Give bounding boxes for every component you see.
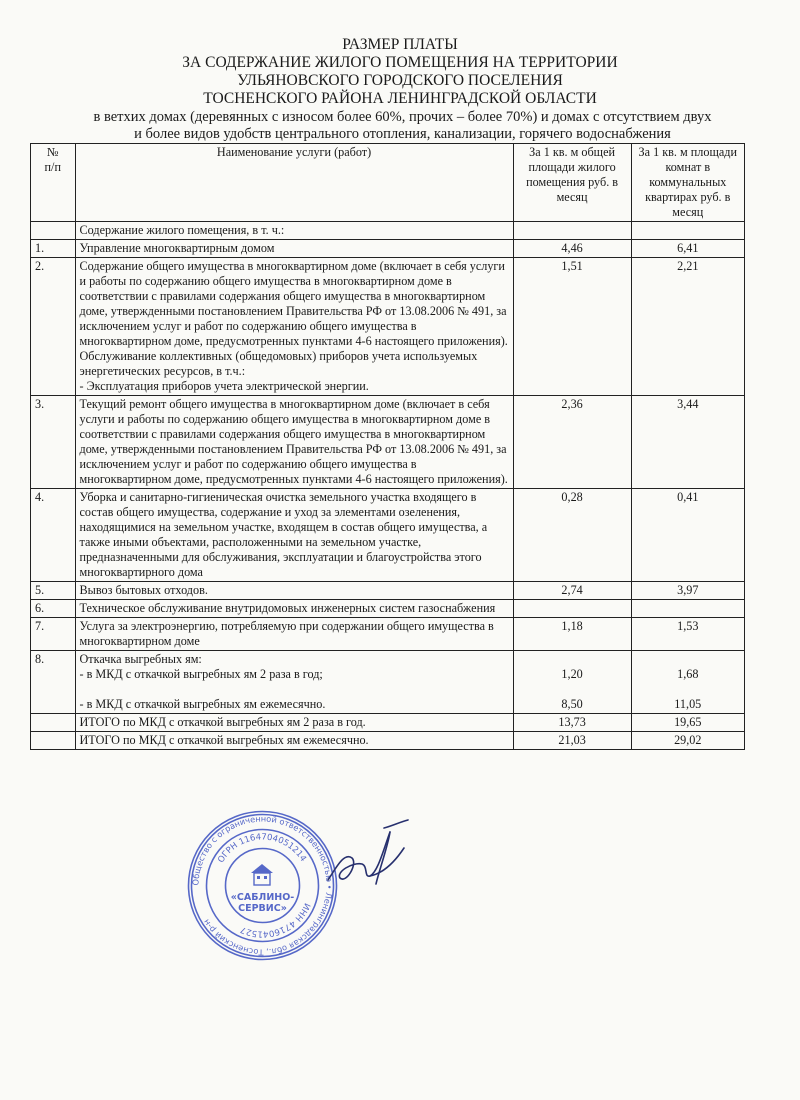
- row-num: 4.: [31, 489, 76, 582]
- row-num: 6.: [31, 600, 76, 618]
- row-name: Управление многоквартирным домом: [75, 240, 513, 258]
- row-rate-total-area: 1,18: [513, 618, 631, 651]
- table-row: [31, 240, 745, 258]
- doc-subtitle-line1: в ветхих домах (деревянных с износом более 60%, прочих – более 70%) и домах с отсутствием двух: [93, 109, 712, 125]
- header-service-name: Наименование услуги (работ): [75, 144, 513, 222]
- header-num: № п/п: [31, 144, 76, 222]
- table-header-row: [31, 144, 745, 222]
- row-name: Откачка выгребных ям: - в МКД с откачкой выгребных ям 2 раза в год; - в МКД с откачкой выгребных ям ежемесячно.: [75, 651, 513, 714]
- row-name: Техническое обслуживание внутридомовых инженерных систем газоснабжения: [75, 600, 513, 618]
- total-label: ИТОГО по МКД с откачкой выгребных ям ежемесячно.: [75, 732, 513, 750]
- doc-title-line3: УЛЬЯНОВСКОГО ГОРОДСКОГО ПОСЕЛЕНИЯ: [237, 72, 563, 89]
- doc-title-line2: ЗА СОДЕРЖАНИЕ ЖИЛОГО ПОМЕЩЕНИЯ НА ТЕРРИТОРИИ: [182, 54, 618, 71]
- total-rate-total-area: 21,03: [513, 732, 631, 750]
- total-label: ИТОГО по МКД с откачкой выгребных ям 2 раза в год.: [75, 714, 513, 732]
- doc-subtitle-line2: и более видов удобств центрального отопления, канализации, горячего водоснабжения: [134, 126, 671, 142]
- total-row: [31, 714, 745, 732]
- row-rate-communal: 0,41: [631, 489, 744, 582]
- company-stamp: [185, 808, 340, 963]
- stamp-inn: ИНН 4716041527: [239, 901, 312, 939]
- total-rate-communal: 29,02: [631, 732, 744, 750]
- row-rate-communal: 2,21: [631, 258, 744, 396]
- row-rate-total-area: 2,74: [513, 582, 631, 600]
- row-name: Уборка и санитарно-гигиеническая очистка земельного участка входящего в состав общего имущества, содержание и уход за элементами озеленения, находящимися на земельном участке, входящем в состав общего имущества, а также иными объектами, расположенными на земельном участке, предназначенными для обслуживания, эксплуатации и благоустройства этого многоквартирного дома: [75, 489, 513, 582]
- row-rate-communal: 3,97: [631, 582, 744, 600]
- total-rate-communal: 19,65: [631, 714, 744, 732]
- row-num: 8.: [31, 651, 76, 714]
- doc-title-line4: ТОСНЕНСКОГО РАЙОНА ЛЕНИНГРАДСКОЙ ОБЛАСТИ: [203, 90, 597, 107]
- row-rate-total-area: 0,28: [513, 489, 631, 582]
- row-rate-total-area: 4,46: [513, 240, 631, 258]
- row-rate-total-area: 1,51: [513, 258, 631, 396]
- header-rate-total-area: За 1 кв. м общей площади жилого помещения руб. в месяц: [513, 144, 631, 222]
- row-rate-total-area: 2,36: [513, 396, 631, 489]
- header-rate-communal: За 1 кв. м площади комнат в коммунальных квартирах руб. в месяц: [631, 144, 744, 222]
- row-rate-communal: 6,41: [631, 240, 744, 258]
- table-row: [31, 600, 745, 618]
- stamp-name-line1: «САБЛИНО-: [230, 892, 295, 903]
- signature: [318, 818, 428, 898]
- stamp-house-icon: [251, 864, 273, 885]
- row-rate-communal: 3,44: [631, 396, 744, 489]
- row-name: Услуга за электроэнергию, потребляемую при содержании общего имущества в многоквартирном доме: [75, 618, 513, 651]
- row-num: 3.: [31, 396, 76, 489]
- table-row-cesspool: [31, 651, 745, 714]
- doc-title-line1: РАЗМЕР ПЛАТЫ: [342, 36, 458, 53]
- row-rate-communal: 1,68 11,05: [631, 651, 744, 714]
- stamp-outer-text: Общество с ограниченной ответственностью • Ленинградская обл., Тосненский р-н: [190, 813, 335, 958]
- total-rate-total-area: 13,73: [513, 714, 631, 732]
- table-row: [31, 618, 745, 651]
- stamp-name-line2: СЕРВИС»: [238, 903, 287, 914]
- table-row: [31, 396, 745, 489]
- table-row: [31, 582, 745, 600]
- rates-table: [30, 143, 745, 750]
- row-num: 7.: [31, 618, 76, 651]
- row-rate-total-area: [513, 600, 631, 618]
- table-row: [31, 489, 745, 582]
- row-num: 5.: [31, 582, 76, 600]
- section-title-row: [31, 222, 745, 240]
- row-rate-communal: 1,53: [631, 618, 744, 651]
- row-num: 1.: [31, 240, 76, 258]
- table-row: [31, 258, 745, 396]
- row-rate-total-area: 1,20 8,50: [513, 651, 631, 714]
- total-row: [31, 732, 745, 750]
- row-name: Вывоз бытовых отходов.: [75, 582, 513, 600]
- stamp-ogrn: ОГРН 1164704051214: [216, 832, 308, 865]
- section-title: Содержание жилого помещения, в т. ч.:: [75, 222, 513, 240]
- row-name: Текущий ремонт общего имущества в многоквартирном доме (включает в себя услуги и работы по содержанию общего имущества в многоквартирном доме в соответствии с правилами содержания общего имущества в многоквартирном доме, утвержденными постановлением Правительства РФ от 13.08.2006 № 491, за исключением услуг и работ по содержанию общего имущества в многоквартирном доме, предусмотренных пунктами 4-6 настоящего приложения).: [75, 396, 513, 489]
- row-rate-communal: [631, 600, 744, 618]
- row-num: 2.: [31, 258, 76, 396]
- row-name: Содержание общего имущества в многоквартирном доме (включает в себя услуги и работы по содержанию общего имущества в многоквартирном доме в соответствии с правилами содержания общего имущества в многоквартирном доме, утвержденными постановлением Правительства РФ от 13.08.2006 № 491, за исключением услуг и работ по содержанию общего имущества в многоквартирном доме, предусмотренных пунктами 4-6 настоящего приложения). Обслуживание коллективных (общедомовых) приборов учета используемых энергетических ресурсов, в т.ч.: - Эксплуатация приборов учета электрической энергии.: [75, 258, 513, 396]
